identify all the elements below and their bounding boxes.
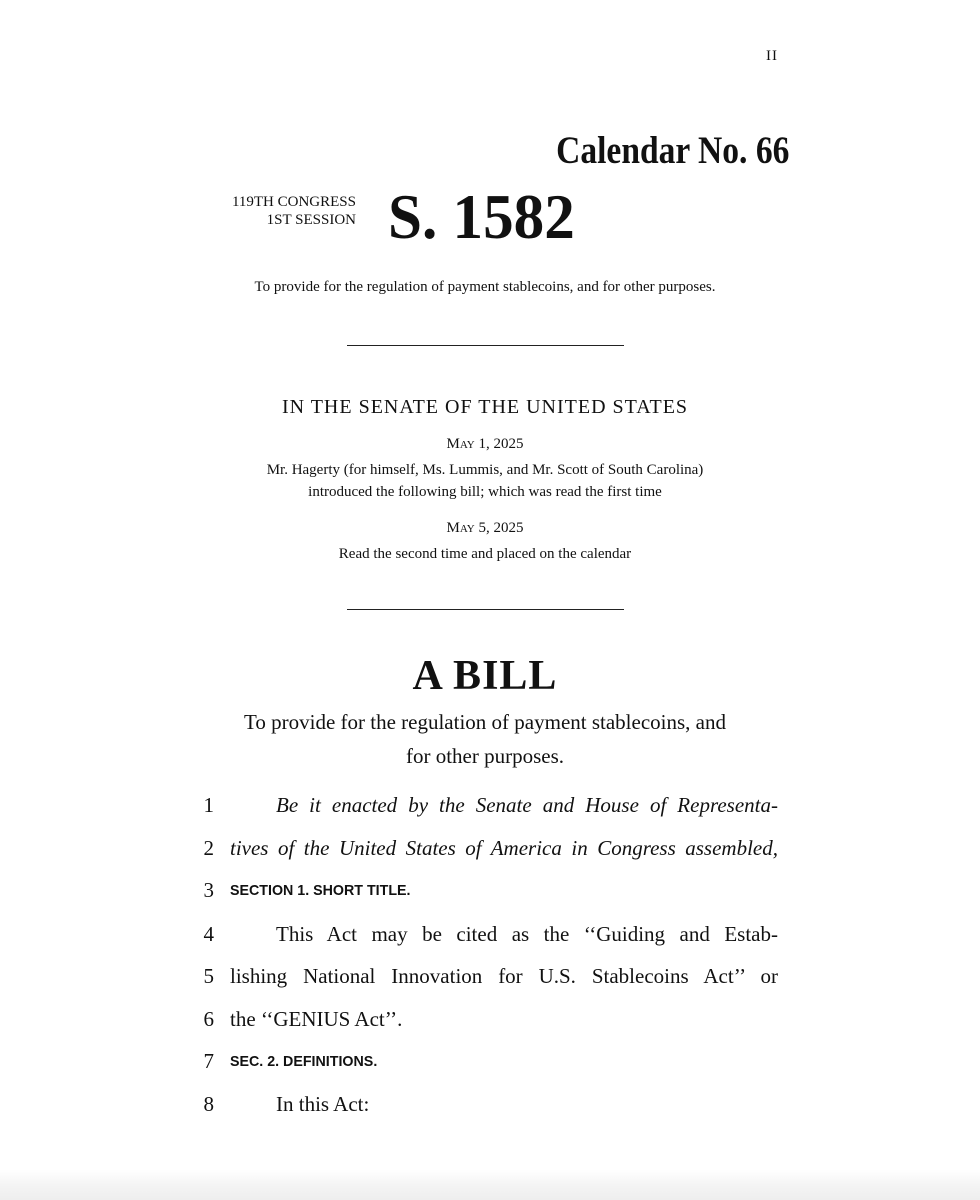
bill-title: A BILL <box>412 653 558 699</box>
line-number: 5 <box>203 964 214 988</box>
line-text: In this Act: <box>276 1092 370 1116</box>
bill-purpose-line-2: for other purposes. <box>405 744 565 768</box>
line-text: This Act may be cited as the ‘‘Guiding and Estab- <box>276 922 778 946</box>
page-mark: II <box>766 48 778 64</box>
introduced-date: May 1, 2025 <box>446 436 524 452</box>
sponsor-line-1: Mr. Hagerty (for himself, Ms. Lummis, and Mr. Scott of South Carolina) <box>266 462 704 478</box>
senate-heading: IN THE SENATE OF THE UNITED STATES <box>281 396 689 418</box>
congress-session-block <box>180 193 356 229</box>
line-text: Be it enacted by the Senate and House of Representa- <box>276 793 778 817</box>
line-text: lishing National Innovation for U.S. Stablecoins Act’’ or <box>230 964 778 988</box>
bill-purpose-line-1: To provide for the regulation of payment stablecoins, and <box>244 710 726 734</box>
purpose-summary: To provide for the regulation of payment stablecoins, and for other purposes. <box>254 279 716 295</box>
section-heading: SEC. 2. DEFINITIONS. <box>230 1053 378 1070</box>
congress-label: 119TH CONGRESS <box>231 194 356 210</box>
section-heading: SECTION 1. SHORT TITLE. <box>230 882 411 899</box>
sponsor-line-2: introduced the following bill; which was read the first time <box>308 484 662 500</box>
line-text: tives of the United States of America in Congress assembled, <box>230 836 778 860</box>
line-number: 6 <box>203 1007 214 1031</box>
line-number: 4 <box>203 922 214 946</box>
line-number: 1 <box>203 793 214 817</box>
divider-rule-bottom <box>347 609 624 610</box>
line-text: the ‘‘GENIUS Act’’. <box>230 1007 403 1031</box>
second-reading-date: May 5, 2025 <box>446 520 524 536</box>
calendar-number: Calendar No. 66 <box>556 129 790 172</box>
line-number: 7 <box>203 1049 214 1073</box>
second-reading-action: Read the second time and placed on the calendar <box>338 546 632 562</box>
line-number: 2 <box>203 836 214 860</box>
line-number: 3 <box>203 878 214 902</box>
line-number: 8 <box>203 1092 214 1116</box>
bill-number: S. 1582 <box>388 182 575 252</box>
divider-rule-top <box>347 345 624 346</box>
session-label: 1ST SESSION <box>266 212 356 228</box>
